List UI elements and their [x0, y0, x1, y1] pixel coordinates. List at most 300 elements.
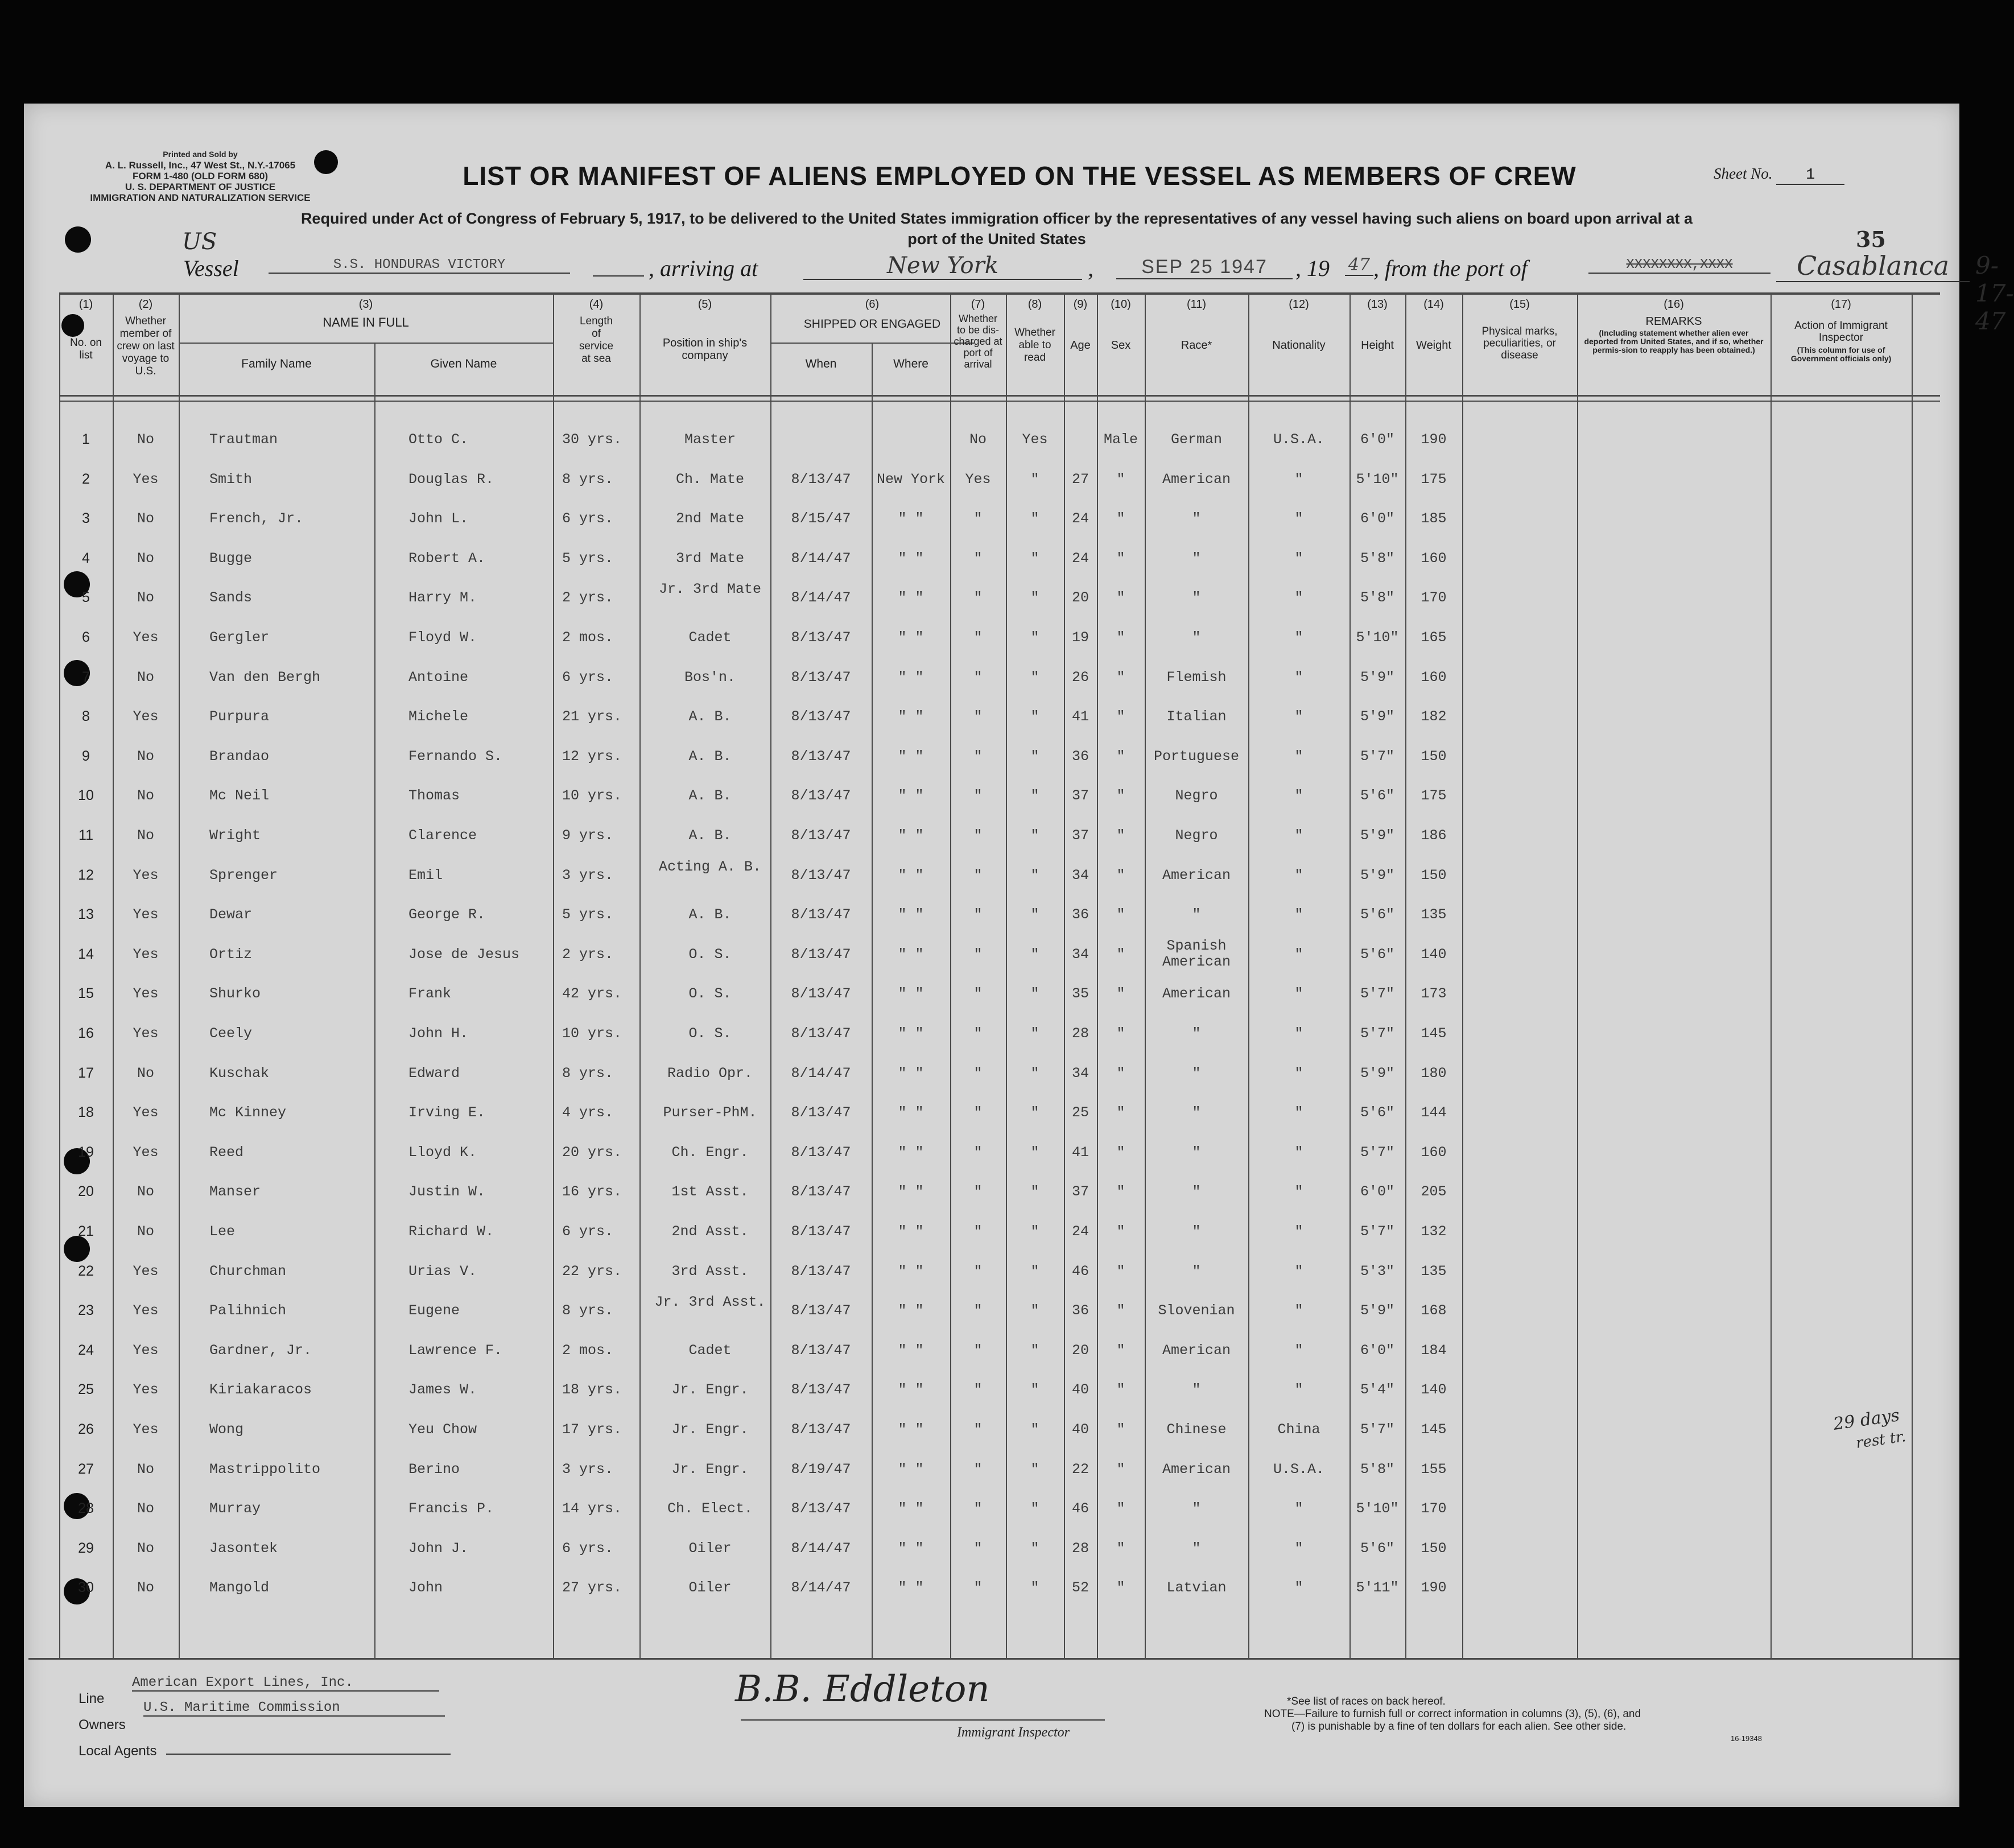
- cell-member: No: [137, 510, 154, 527]
- cell-member: No: [137, 748, 154, 765]
- col-num-4: (4): [589, 298, 604, 311]
- cell-when: 8/13/47: [791, 1263, 851, 1280]
- cell-weight: 145: [1421, 1025, 1447, 1042]
- cell-family-name: Ceely: [209, 1025, 253, 1042]
- cell-nationality: ": [1294, 985, 1303, 1002]
- cell-given-name: Emil: [408, 867, 443, 884]
- cell-read: ": [1030, 867, 1039, 884]
- col-rule: [553, 292, 554, 1658]
- cell-height: 5'6": [1360, 946, 1394, 963]
- cell-no: 27: [78, 1461, 94, 1477]
- footer-line-label: Line: [79, 1691, 105, 1706]
- cell-race: American: [1162, 867, 1231, 884]
- printer-line: A. L. Russell, Inc., 47 West St., N.Y.-17065: [105, 160, 296, 171]
- cell-weight: 170: [1421, 589, 1447, 606]
- cell-when: 8/13/47: [791, 708, 851, 725]
- cell-when: 8/13/47: [791, 1421, 851, 1438]
- col-num-5: (5): [698, 298, 712, 311]
- cell-no: 29: [78, 1540, 94, 1556]
- cell-race: ": [1192, 1104, 1201, 1121]
- cell-where: " ": [898, 1302, 924, 1319]
- cell-when: 8/14/47: [791, 1065, 851, 1082]
- cell-race: ": [1192, 510, 1201, 527]
- cell-discharged: ": [973, 1183, 983, 1200]
- cell-when: 8/13/47: [791, 985, 851, 1002]
- cell-read: ": [1030, 1144, 1039, 1161]
- col-rule: [1006, 292, 1007, 1658]
- cell-height: 5'6": [1360, 906, 1394, 923]
- printer-line: FORM 1-480 (OLD FORM 680): [132, 171, 269, 182]
- cell-age: 36: [1071, 906, 1089, 923]
- cell-read: ": [1030, 1540, 1039, 1557]
- cell-nationality: ": [1294, 1144, 1303, 1161]
- cell-height: 6'0": [1360, 1342, 1394, 1359]
- cell-weight: 140: [1421, 1381, 1447, 1398]
- cell-where: " ": [898, 669, 924, 686]
- cell-read: ": [1030, 629, 1039, 646]
- cell-member: Yes: [133, 906, 159, 923]
- cell-no: 2: [82, 471, 90, 487]
- cell-sex: ": [1116, 669, 1125, 686]
- header-remarks: REMARKS: [1645, 315, 1702, 328]
- header-able-read: Whether able to read: [1014, 327, 1055, 364]
- cell-position: O. S.: [688, 985, 732, 1002]
- cell-weight: 170: [1421, 1500, 1447, 1517]
- manifest-sheet: [24, 104, 2014, 1807]
- cell-discharged: No: [969, 431, 987, 448]
- col-num-8: (8): [1027, 298, 1042, 311]
- cell-age: 20: [1071, 589, 1089, 606]
- cell-sex: ": [1116, 1104, 1125, 1121]
- header-action-note: (This column for use of Government officials only): [1790, 345, 1892, 363]
- cell-read: ": [1030, 510, 1039, 527]
- cell-race: ": [1192, 629, 1201, 646]
- cell-member: Yes: [133, 708, 159, 725]
- cell-position: Oiler: [688, 1579, 732, 1596]
- footer-agents-label: Local Agents: [79, 1743, 157, 1759]
- cell-member: Yes: [133, 471, 159, 488]
- cell-member: No: [137, 589, 154, 606]
- cell-when: 8/13/47: [791, 669, 851, 686]
- printer-line: IMMIGRATION AND NATURALIZATION SERVICE: [90, 192, 311, 203]
- cell-given-name: Urias V.: [408, 1263, 477, 1280]
- cell-where: " ": [898, 906, 924, 923]
- cell-nationality: ": [1294, 1500, 1303, 1517]
- cell-when: 8/14/47: [791, 550, 851, 567]
- header-sex: Sex: [1111, 339, 1131, 352]
- col-num-15: (15): [1509, 298, 1530, 311]
- cell-position: O. S.: [688, 1025, 732, 1042]
- cell-when: 8/13/47: [791, 471, 851, 488]
- year-handwritten: 47: [1345, 255, 1373, 276]
- cell-nationality: ": [1294, 708, 1303, 725]
- subtitle-line-2: port of the United States: [907, 230, 1086, 248]
- cell-sex: ": [1116, 1263, 1125, 1280]
- signature-line: [741, 1719, 1105, 1721]
- punch-hole: [61, 314, 84, 337]
- cell-no: 24: [78, 1342, 94, 1358]
- cell-position: Oiler: [688, 1540, 732, 1557]
- cell-member: Yes: [133, 1104, 159, 1121]
- col-rule: [59, 292, 60, 1658]
- cell-given-name: Antoine: [408, 669, 469, 686]
- cell-when: 8/19/47: [791, 1461, 851, 1478]
- cell-race: Latvian: [1166, 1579, 1227, 1596]
- cell-age: 34: [1071, 867, 1089, 884]
- cell-sex: ": [1116, 906, 1125, 923]
- cell-position: Bos'n.: [684, 669, 736, 686]
- cell-race: Flemish: [1166, 669, 1227, 686]
- comma: ,: [1088, 255, 1093, 281]
- cell-family-name: Lee: [209, 1223, 236, 1240]
- cell-race: Portuguese: [1153, 748, 1240, 765]
- cell-position: Purser-PhM.: [663, 1104, 757, 1121]
- cell-when: 8/13/47: [791, 748, 851, 765]
- cell-no: 15: [78, 985, 94, 1001]
- cell-weight: 150: [1421, 1540, 1447, 1557]
- cell-read: ": [1030, 669, 1039, 686]
- cell-position: 3rd Asst.: [671, 1263, 749, 1280]
- cell-weight: 150: [1421, 748, 1447, 765]
- cell-read: ": [1030, 1025, 1039, 1042]
- cell-nationality: ": [1294, 867, 1303, 884]
- printer-line: U. S. DEPARTMENT OF JUSTICE: [125, 182, 276, 192]
- cell-weight: 155: [1421, 1461, 1447, 1478]
- cell-weight: 182: [1421, 708, 1447, 725]
- cell-family-name: Sprenger: [209, 867, 278, 884]
- cell-where: " ": [898, 550, 924, 567]
- cell-position: Cadet: [688, 629, 732, 646]
- cell-read: ": [1030, 708, 1039, 725]
- cell-no: 30: [78, 1579, 94, 1595]
- cell-where: " ": [898, 827, 924, 844]
- side-number-handwritten: 35: [1856, 226, 1886, 252]
- cell-when: 8/13/47: [791, 1104, 851, 1121]
- cell-member: No: [137, 1500, 154, 1517]
- cell-position: Acting A. B.: [658, 859, 762, 875]
- cell-no: 4: [82, 550, 90, 566]
- punch-hole: [65, 226, 91, 253]
- cell-service: 18 yrs.: [562, 1381, 622, 1398]
- cell-given-name: Floyd W.: [408, 629, 477, 646]
- cell-given-name: John J.: [408, 1540, 469, 1557]
- cell-when: 8/13/47: [791, 1223, 851, 1240]
- cell-nationality: China: [1277, 1421, 1320, 1438]
- cell-family-name: Mc Kinney: [209, 1104, 287, 1121]
- cell-discharged: ": [973, 1025, 983, 1042]
- cell-nationality: ": [1294, 510, 1303, 527]
- cell-weight: 173: [1421, 985, 1447, 1002]
- cell-given-name: Francis P.: [408, 1500, 494, 1517]
- cell-height: 5'9": [1360, 708, 1394, 725]
- cell-service: 8 yrs.: [562, 471, 614, 488]
- cell-family-name: Reed: [209, 1144, 244, 1161]
- cell-family-name: Gardner, Jr.: [209, 1342, 312, 1359]
- cell-family-name: Gergler: [209, 629, 270, 646]
- header-physical-marks: Physical marks, peculiarities, or disease: [1481, 325, 1558, 361]
- cell-discharged: ": [973, 1223, 983, 1240]
- cell-read: ": [1030, 787, 1039, 804]
- cell-weight: 180: [1421, 1065, 1447, 1082]
- cell-when: 8/13/47: [791, 1302, 851, 1319]
- cell-height: 5'9": [1360, 669, 1394, 686]
- cell-service: 2 yrs.: [562, 946, 614, 963]
- cell-position: Ch. Mate: [675, 471, 745, 488]
- departure-port-handwritten: Casablanca: [1776, 250, 1970, 282]
- cell-sex: ": [1116, 1302, 1125, 1319]
- cell-service: 10 yrs.: [562, 787, 622, 804]
- header-shipped-engaged: SHIPPED OR ENGAGED: [803, 317, 941, 331]
- cell-service: 14 yrs.: [562, 1500, 622, 1517]
- col-num-11: (11): [1186, 298, 1207, 311]
- cell-weight: 190: [1421, 1579, 1447, 1596]
- cell-sex: ": [1116, 1342, 1125, 1359]
- cell-position: A. B.: [688, 827, 732, 844]
- cell-when: 8/14/47: [791, 1579, 851, 1596]
- cell-position: A. B.: [688, 906, 732, 923]
- cell-where: " ": [898, 510, 924, 527]
- cell-read: ": [1030, 550, 1039, 567]
- col-rule: [1145, 292, 1146, 1658]
- cell-discharged: ": [973, 867, 983, 884]
- cell-given-name: Eugene: [408, 1302, 460, 1319]
- cell-nationality: U.S.A.: [1273, 1461, 1324, 1478]
- cell-read: ": [1030, 748, 1039, 765]
- cell-weight: 132: [1421, 1223, 1447, 1240]
- cell-age: 24: [1071, 510, 1089, 527]
- cell-age: 19: [1071, 629, 1089, 646]
- cell-when: 8/13/47: [791, 867, 851, 884]
- from-port-label: , from the port of: [1373, 255, 1528, 281]
- cell-where: " ": [898, 748, 924, 765]
- cell-no: 14: [78, 946, 94, 962]
- cell-given-name: Thomas: [408, 787, 460, 804]
- cell-discharged: ": [973, 1579, 983, 1596]
- cell-family-name: Murray: [209, 1500, 261, 1517]
- cell-where: " ": [898, 1381, 924, 1398]
- cell-sex: ": [1116, 1144, 1125, 1161]
- cell-read: Yes: [1022, 431, 1048, 448]
- cell-position: Cadet: [688, 1342, 732, 1359]
- cell-nationality: ": [1294, 1223, 1303, 1240]
- header-given-name: Given Name: [430, 357, 497, 370]
- cell-given-name: Otto C.: [408, 431, 469, 448]
- header-name-in-full: NAME IN FULL: [323, 315, 409, 329]
- cell-position: Jr. Engr.: [671, 1421, 749, 1438]
- cell-service: 12 yrs.: [562, 748, 622, 765]
- cell-family-name: Palihnich: [209, 1302, 287, 1319]
- cell-given-name: Jose de Jesus: [408, 946, 520, 963]
- cell-age: 52: [1071, 1579, 1089, 1596]
- col-num-17: (17): [1831, 298, 1851, 311]
- cell-nationality: ": [1294, 1302, 1303, 1319]
- cell-age: 37: [1071, 827, 1089, 844]
- cell-weight: 184: [1421, 1342, 1447, 1359]
- cell-family-name: Wright: [209, 827, 261, 844]
- header-whether-member: Whether member of crew on last voyage to U.S.: [117, 315, 175, 377]
- cell-service: 10 yrs.: [562, 1025, 622, 1042]
- cell-nationality: ": [1294, 1065, 1303, 1082]
- cell-where: " ": [898, 1540, 924, 1557]
- col-num-10: (10): [1111, 298, 1131, 311]
- cell-height: 5'7": [1360, 748, 1394, 765]
- col-num-16: (16): [1664, 298, 1684, 311]
- vessel-prefix-handwritten: US: [182, 229, 217, 255]
- cell-no: 5: [82, 589, 90, 605]
- cell-age: 22: [1071, 1461, 1089, 1478]
- cell-family-name: Trautman: [209, 431, 278, 448]
- col-num-12: (12): [1289, 298, 1309, 311]
- cell-weight: 140: [1421, 946, 1447, 963]
- cell-given-name: Clarence: [408, 827, 477, 844]
- cell-discharged: ": [973, 985, 983, 1002]
- cell-height: 5'9": [1360, 867, 1394, 884]
- cell-nationality: U.S.A.: [1273, 431, 1324, 448]
- col-rule: [1577, 292, 1578, 1658]
- footer-note-3: (7) is punishable by a fine of ten dollars for each alien. See other side.: [1291, 1721, 1627, 1732]
- cell-where: " ": [898, 1025, 924, 1042]
- cell-position: Radio Opr.: [667, 1065, 753, 1082]
- cell-family-name: Dewar: [209, 906, 253, 923]
- cell-member: No: [137, 1579, 154, 1596]
- cell-discharged: ": [973, 1500, 983, 1517]
- cell-sex: ": [1116, 1065, 1125, 1082]
- cell-sex: ": [1116, 946, 1125, 963]
- cell-service: 8 yrs.: [562, 1065, 614, 1082]
- cell-family-name: Brandao: [209, 748, 270, 765]
- arriving-label: , arriving at: [649, 255, 758, 281]
- cell-age: 46: [1071, 1263, 1089, 1280]
- cell-family-name: Purpura: [209, 708, 270, 725]
- cell-family-name: Mc Neil: [209, 787, 270, 804]
- cell-height: 5'3": [1360, 1263, 1394, 1280]
- form-subtitle: [195, 208, 1799, 249]
- cell-service: 21 yrs.: [562, 708, 622, 725]
- cell-height: 5'9": [1360, 1065, 1394, 1082]
- cell-member: No: [137, 1540, 154, 1557]
- cell-no: 16: [78, 1025, 94, 1041]
- cell-member: No: [137, 1223, 154, 1240]
- header-when: When: [805, 357, 837, 370]
- cell-weight: 160: [1421, 550, 1447, 567]
- cell-where: " ": [898, 946, 924, 963]
- cell-read: ": [1030, 1500, 1039, 1517]
- footer-owners-value: U.S. Maritime Commission: [143, 1700, 445, 1717]
- header-bottom-rule: [59, 395, 1940, 397]
- cell-height: 5'7": [1360, 1421, 1394, 1438]
- cell-age: 37: [1071, 1183, 1089, 1200]
- cell-when: 8/15/47: [791, 510, 851, 527]
- cell-family-name: Wong: [209, 1421, 244, 1438]
- cell-nationality: ": [1294, 1342, 1303, 1359]
- footer-owners-label: Owners: [79, 1717, 126, 1732]
- cell-where: " ": [898, 629, 924, 646]
- cell-no: 22: [78, 1263, 94, 1279]
- cell-where: " ": [898, 1500, 924, 1517]
- cell-when: 8/13/47: [791, 906, 851, 923]
- cell-service: 6 yrs.: [562, 669, 614, 686]
- cell-family-name: Kuschak: [209, 1065, 270, 1082]
- cell-weight: 160: [1421, 669, 1447, 686]
- cell-read: ": [1030, 1183, 1039, 1200]
- printer-line: Printed and Sold by: [163, 150, 238, 159]
- cell-no: 18: [78, 1104, 94, 1120]
- cell-nationality: ": [1294, 1025, 1303, 1042]
- cell-age: 46: [1071, 1500, 1089, 1517]
- cell-given-name: James W.: [408, 1381, 477, 1398]
- cell-member: No: [137, 431, 154, 448]
- cell-sex: ": [1116, 550, 1125, 567]
- col-num-14: (14): [1423, 298, 1444, 311]
- inspector-signature: B.B. Eddleton: [735, 1668, 990, 1710]
- cell-sex: ": [1116, 1381, 1125, 1398]
- cell-given-name: John H.: [408, 1025, 469, 1042]
- cell-discharged: ": [973, 1104, 983, 1121]
- sheet-number-value: 1: [1776, 167, 1844, 185]
- footer-note-2: NOTE—Failure to furnish full or correct information in columns (3), (5), (6), and: [1264, 1708, 1641, 1720]
- cell-no: 6: [82, 629, 90, 645]
- name-split-rule: [179, 343, 553, 344]
- cell-sex: ": [1116, 748, 1125, 765]
- cell-given-name: Michele: [408, 708, 469, 725]
- cell-given-name: Richard W.: [408, 1223, 494, 1240]
- header-age: Age: [1070, 339, 1091, 352]
- table-top-rule: [59, 292, 1940, 295]
- cell-nationality: ": [1294, 1183, 1303, 1200]
- col-rule: [179, 292, 180, 1658]
- cell-family-name: French, Jr.: [209, 510, 304, 527]
- cell-discharged: ": [973, 550, 983, 567]
- cell-race: ": [1192, 1381, 1201, 1398]
- cell-discharged: ": [973, 1381, 983, 1398]
- cell-position: Jr. Engr.: [671, 1461, 749, 1478]
- cell-position: Jr. 3rd Mate: [658, 581, 762, 597]
- cell-no: 12: [78, 867, 94, 883]
- cell-no: 21: [78, 1223, 94, 1239]
- cell-given-name: Frank: [408, 985, 452, 1002]
- cell-discharged: ": [973, 906, 983, 923]
- cell-member: No: [137, 1183, 154, 1200]
- cell-height: 6'0": [1360, 1183, 1394, 1200]
- cell-service: 6 yrs.: [562, 1223, 614, 1240]
- cell-member: Yes: [133, 985, 159, 1002]
- col-rule: [374, 343, 375, 1658]
- cell-discharged: ": [973, 946, 983, 963]
- cell-discharged: ": [973, 827, 983, 844]
- cell-weight: 186: [1421, 827, 1447, 844]
- cell-family-name: Jasontek: [209, 1540, 278, 1557]
- col-rule: [1770, 292, 1772, 1658]
- cell-where: " ": [898, 1183, 924, 1200]
- cell-discharged: ": [973, 1540, 983, 1557]
- col-rule: [1912, 292, 1913, 1658]
- cell-where: " ": [898, 589, 924, 606]
- col-num-7: (7): [971, 298, 985, 311]
- cell-race: ": [1192, 1500, 1201, 1517]
- cell-nationality: ": [1294, 787, 1303, 804]
- cell-position: O. S.: [688, 946, 732, 963]
- cell-where: " ": [898, 867, 924, 884]
- form-title: LIST OR MANIFEST OF ALIENS EMPLOYED ON THE VESSEL AS MEMBERS OF CREW: [463, 161, 1576, 191]
- cell-weight: 135: [1421, 1263, 1447, 1280]
- header-position: Position in ship's company: [662, 337, 748, 362]
- cell-given-name: Lloyd K.: [408, 1144, 477, 1161]
- arrival-date-stamp: SEP 25 1947: [1116, 256, 1293, 279]
- header-family-name: Family Name: [241, 357, 312, 370]
- year-label: , 19: [1295, 255, 1330, 281]
- footer-line-value: American Export Lines, Inc.: [132, 1675, 439, 1692]
- cell-given-name: Irving E.: [408, 1104, 486, 1121]
